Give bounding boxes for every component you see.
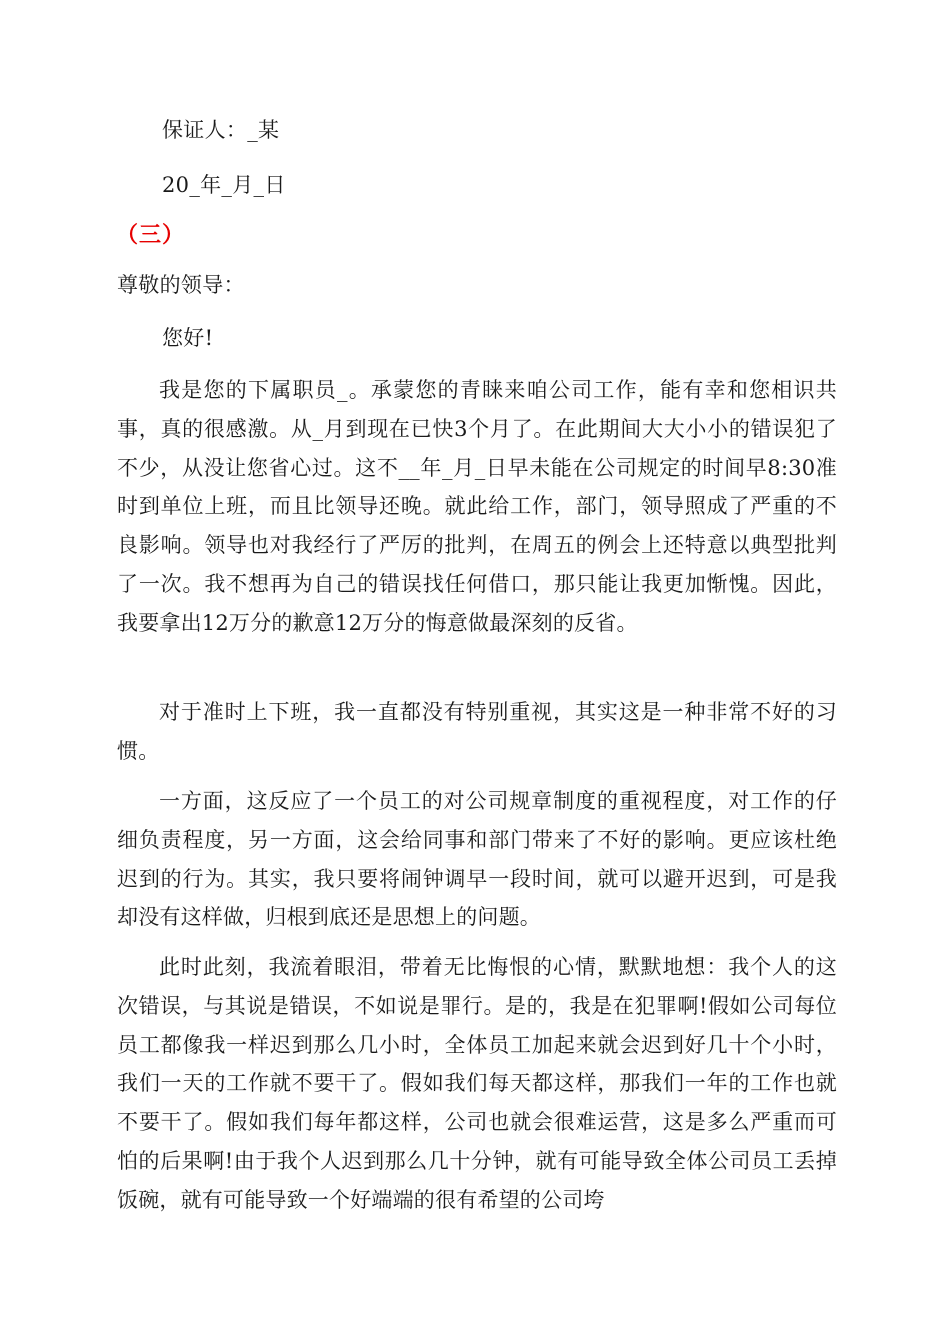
- date-line: 20_年_月_日: [162, 173, 286, 197]
- section-heading: （三）: [116, 223, 186, 248]
- body-paragraph-1: 我是您的下属职员_。承蒙您的青睐来咱公司工作，能有幸和您相识共事，真的很感激。从_月到现在已快3个月了。在此期间大大小小的错误犯了不少，从没让您省心过。这不__年_月_日早未能在公司规定的时间早8:30准时到单位上班，而且比领导还晚。就此给工作，部门，领导照成了严重的不良影响。领导也对我经行了严厉的批判，在周五的例会上还特意以典型批判了一次。我不想再为自己的错误找任何借口，那只能让我更加惭愧。因此，我要拿出12万分的歉意12万分的悔意做最深刻的反省。: [117, 378, 837, 635]
- body-paragraph-3: 一方面，这反应了一个员工的对公司规章制度的重视程度，对工作的仔细负责程度，另一方面，这会给同事和部门带来了不好的影响。更应该杜绝迟到的行为。其实，我只要将闹钟调早一段时间，就可以避开迟到，可是我却没有这样做，归根到底还是思想上的问题。: [117, 789, 837, 930]
- greeting: 您好!: [162, 326, 214, 350]
- guarantor-line: 保证人：_某: [162, 118, 280, 142]
- body-paragraph-2: 对于准时上下班，我一直都没有特别重视，其实这是一种非常不好的习惯。: [117, 700, 837, 763]
- salutation: 尊敬的领导：: [117, 273, 245, 297]
- body-paragraph-4: 此时此刻，我流着眼泪，带着无比悔恨的心情，默默地想：我个人的这次错误，与其说是错误，不如说是罪行。是的，我是在犯罪啊!假如公司每位员工都像我一样迟到那么几小时，全体员工加起来就会迟到好几十个小时，我们一天的工作就不要干了。假如我们每天都这样，那我们一年的工作也就不要干了。假如我们每年都这样，公司也就会很难运营，这是多么严重而可怕的后果啊!由于我个人迟到那么几十分钟，就有可能导致全体公司员工丢掉饭碗，就有可能导致一个好端端的很有希望的公司垮: [117, 955, 837, 1212]
